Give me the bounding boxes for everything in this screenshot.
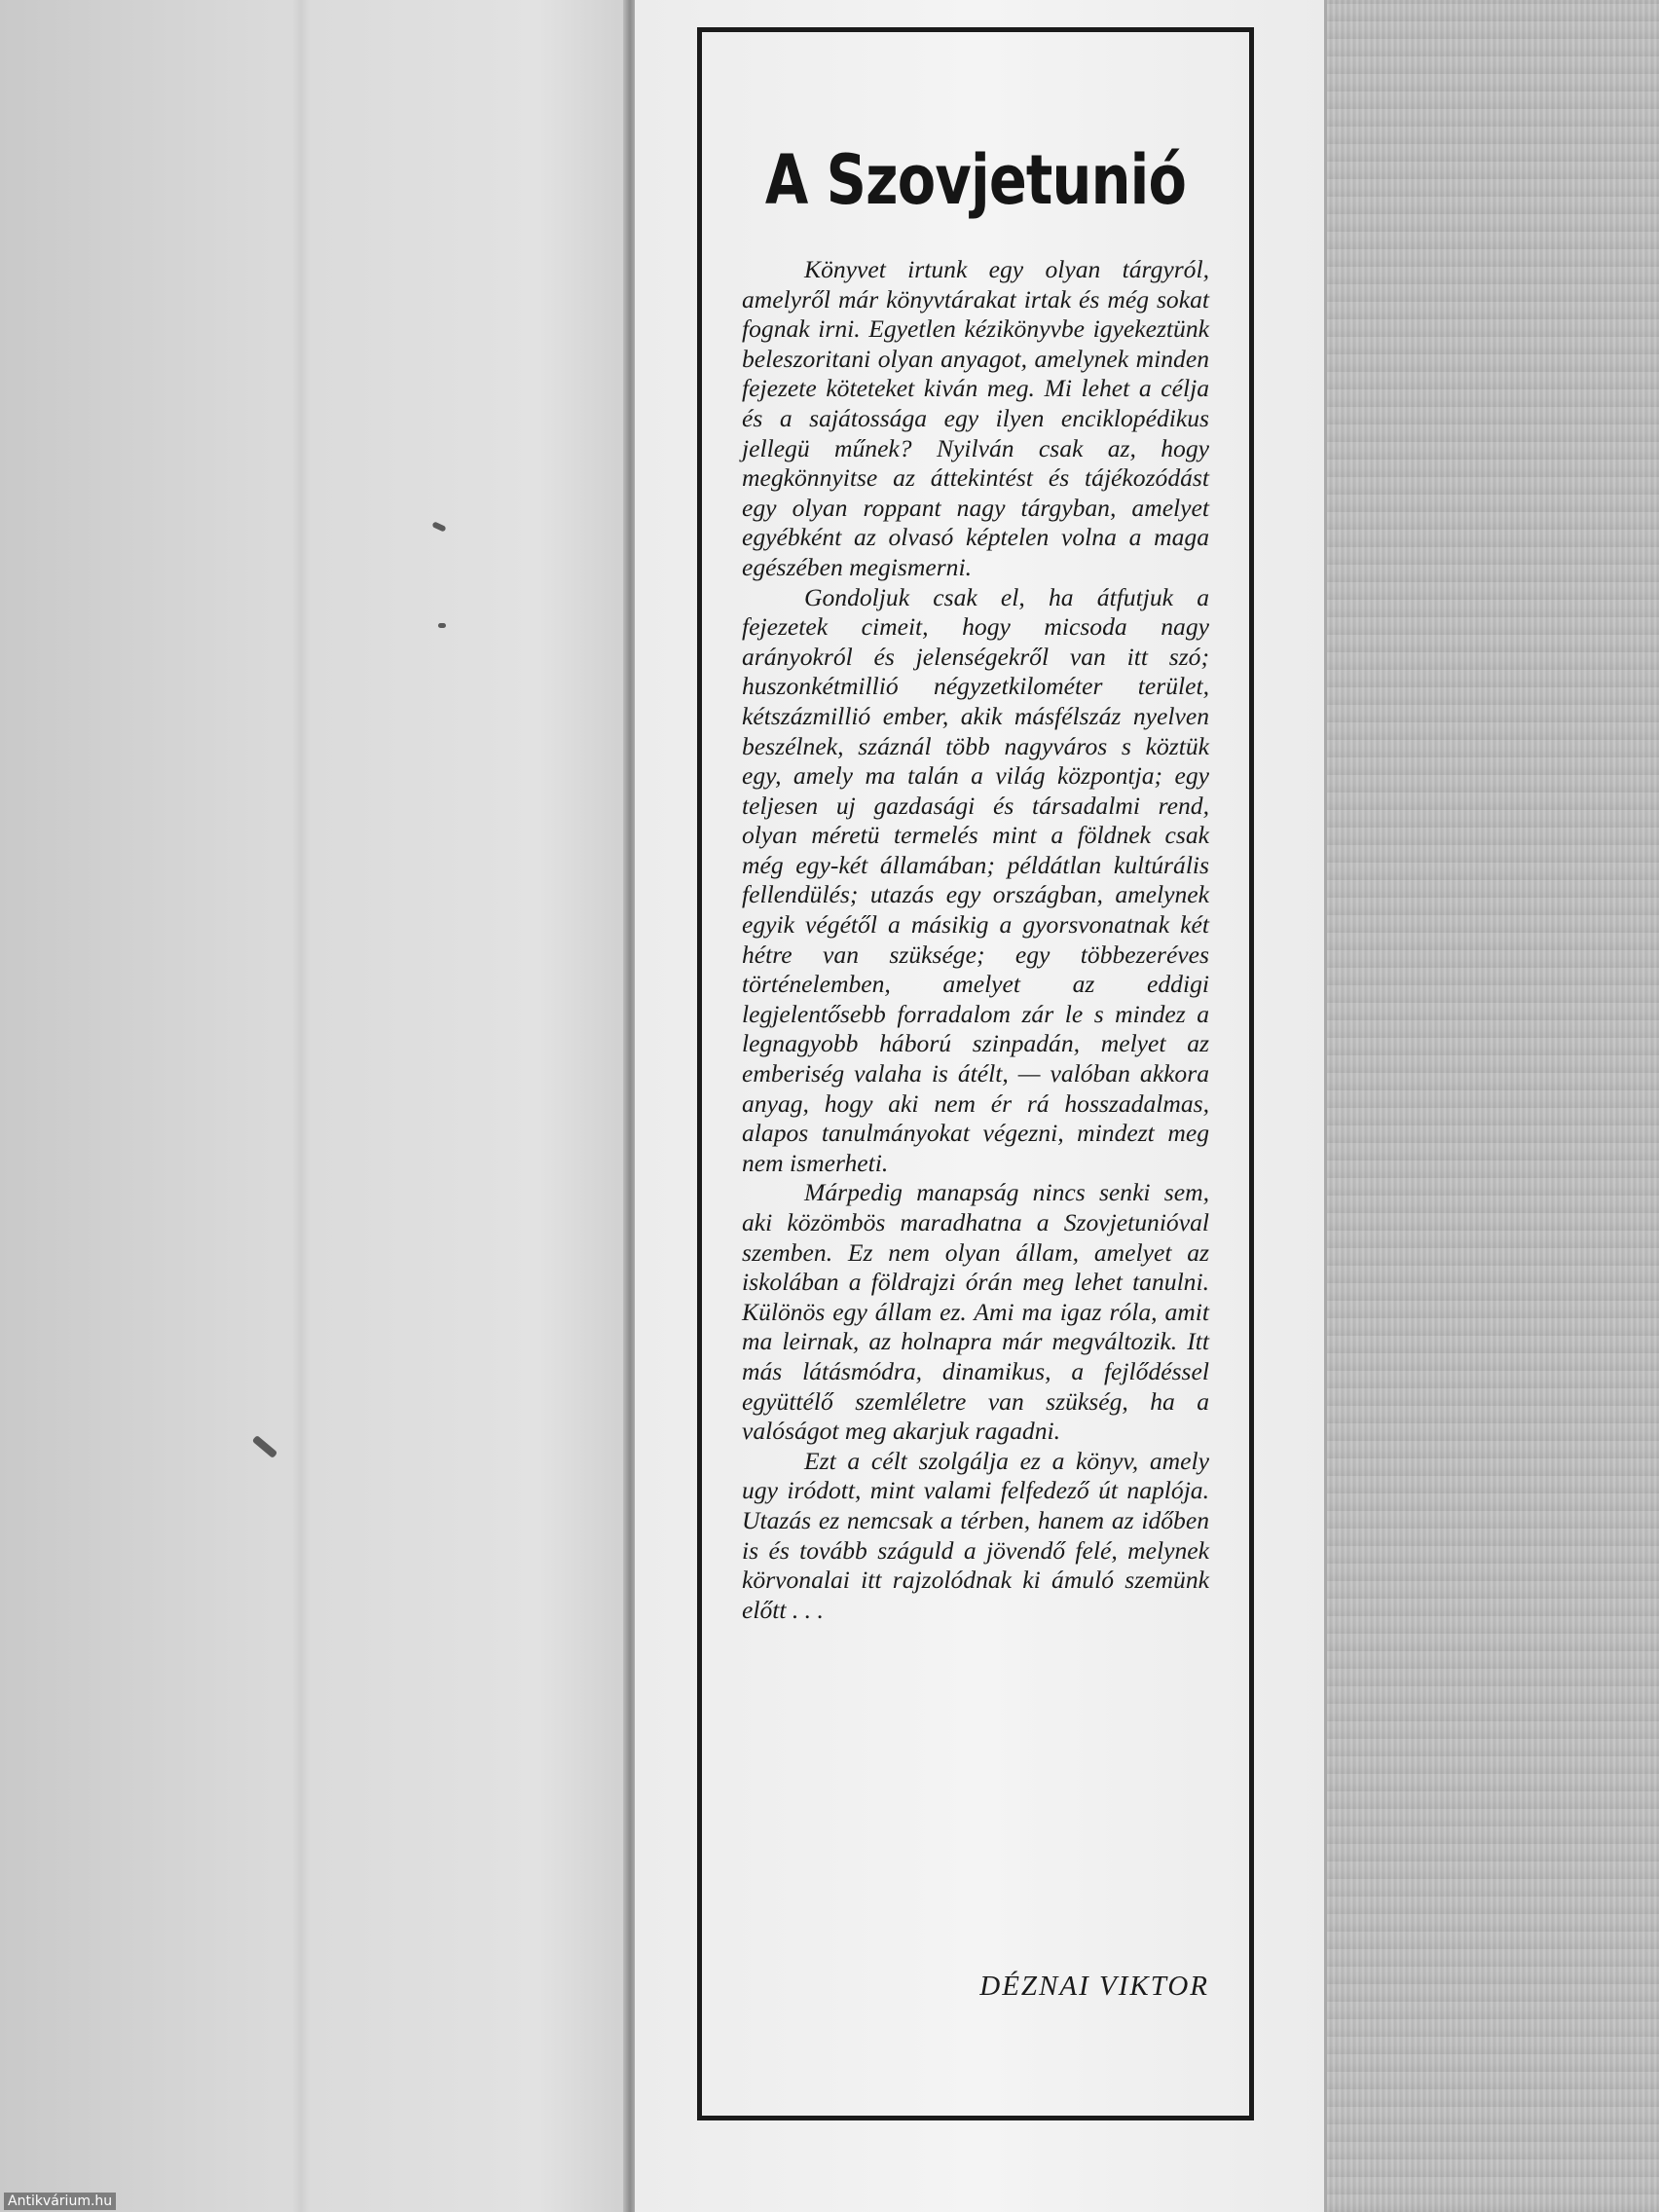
paragraph: Könyvet irtunk egy olyan tárgyról, amelyről már könyvtárakat irtak és még sokat fognak irni. Egyetlen kézikönyvbe igyekeztünk beleszoritani olyan anyagot, amelynek minden fejezete köteteket kiván meg. Mi lehet a célja és a sajátossága egy ilyen enciklopédikus jellegü műnek? Nyilván csak az, hogy megkönnyitse az áttekintést és tájékozódást egy olyan roppant nagy tárgyban, amelyet egyébként az olvasó képtelen volna a maga egészében megismerni. xyxy=(742,255,1209,581)
paragraph: Márpedig manapság nincs senki sem, aki közömbös maradhatna a Szovjetunióval szemben. Ez nem olyan állam, amelyet az iskolában a földrajzi órán meg lehet tanulni. Különös egy állam ez. Ami ma igaz róla, amit ma leirnak, az holnapra már megváltozik. Itt más látásmódra, dinamikus, a fejlődéssel együttélő szemléletre van szükség, ha a valóságot meg akarjuk ragadni. xyxy=(742,1178,1209,1446)
watermark: Antikvárium.hu xyxy=(4,2193,116,2210)
author-signature: DÉZNAI VIKTOR xyxy=(979,1971,1209,2002)
paragraph: Ezt a célt szolgálja ez a könyv, amely ugy iródott, mint valami felfedező út naplója. Utazás ez nemcsak a térben, hanem az időben is és tovább száguld a jövendő felé, melynek körvonalai itt rajzolódnak ki ámuló szemünk előtt . . . xyxy=(742,1446,1209,1624)
speck xyxy=(438,623,446,628)
page-title: A Szovjetunió xyxy=(764,140,1187,220)
article-body xyxy=(742,255,1209,1625)
cloth-cover xyxy=(1324,0,1659,2212)
left-page xyxy=(0,0,633,2212)
page-fold xyxy=(292,0,310,2212)
paragraph: Gondoljuk csak el, ha átfutjuk a fejezetek cimeit, hogy micsoda nagy arányokról és jelenségekről van itt szó; huszonkétmillió négyzetkilométer terület, kétszázmillió ember, akik másfélszáz nyelven beszélnek, száznál több nagyváros s köztük egy, amely ma talán a világ központja; egy teljesen uj gazdasági és társadalmi rend, olyan méretü termelés mint a földnek csak még egy-két államában; példátlan kultúrális fellendülés; utazás egy országban, amelynek egyik végétől a másikig a gyorsvonatnak két hétre van szüksége; egy többezeréves történelemben, amelyet az eddigi legjelentősebb forradalom zár le s mindez a legnagyobb háború szinpadán, melyet az emberiség valaha is átélt, — valóban akkora anyag, hogy aki nem ér rá hosszadalmas, alapos tanulmányokat végezni, mindezt meg nem ismerheti. xyxy=(742,582,1209,1177)
